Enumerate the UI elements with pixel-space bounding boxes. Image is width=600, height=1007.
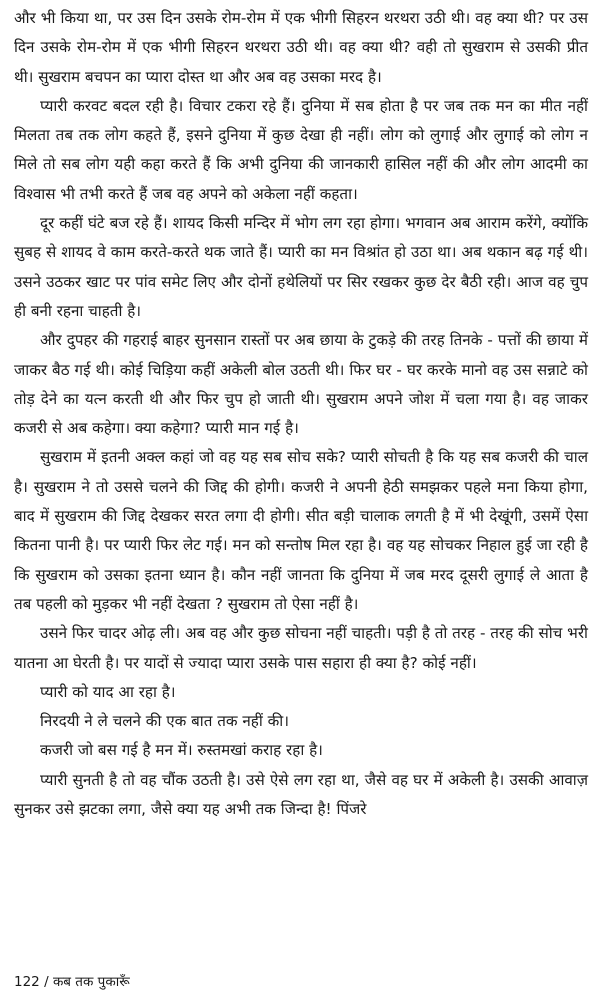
paragraph: प्यारी को याद आ रहा है। <box>40 682 176 701</box>
paragraph: प्यारी करवट बदल रही है। विचार टकरा रहे हैं। दुनिया में सब होता है पर जब तक मन का मीत नहीं मिलता तब तक लोग कहते हैं, इसने दुनिया में कुछ देखा ही नहीं। लोग को लुगाई और लुगाई को लोग न मिले तो सब लोग यही कहा करते हैं कि अभी दुनिया की जानकारी हासिल नहीं की और लोग आदमी का विश्वास भी तभी करते हैं जब वह अपने को अकेला नहीं कहता। <box>14 96 588 203</box>
paragraph: कजरी जो बस गई है मन में। रुस्तमखां कराह रहा है। <box>40 741 323 760</box>
paragraph: सुखराम में इतनी अक्ल कहां जो वह यह सब सोच सके? प्यारी सोचती है कि यह सब कजरी की चाल है। सुखराम ने तो उससे चलने की जिद्द की होगी। कजरी ने अपनी हेठी समझकर पहले मना किया होगा, बाद में सुखराम की जिद्द देखकर सरत लगा दी होगी। सीत बड़ी चालाक लगती है में भी देखूंगी, उसमें ऐसा कितना पानी है। पर प्यारी फिर लेट गई। मन को सन्तोष मिल रहा है। वह यह सोचकर निहाल हुई जा रही है कि सुखराम को उसका इतना ध्यान है। कौन नहीं जानता कि दुनिया में जब मरद दूसरी लुगाई ले आता है तब पहली को मुड़कर भी नहीं देखता ? सुखराम तो ऐसा नहीं है। <box>14 448 588 613</box>
page-number: 122 <box>14 974 40 990</box>
paragraph: उसने फिर चादर ओढ़ ली। अब वह और कुछ सोचना नहीं चाहती। पड़ी है तो तरह - तरह की सोच भरी यातना आ घेरती है। पर यादों से ज्यादा प्यारा उसके पास सहारा ही क्या है? कोई नहीं। <box>14 624 588 672</box>
page-footer <box>14 972 130 990</box>
paragraph: और भी किया था, पर उस दिन उसके रोम-रोम में एक भीगी सिहरन थरथरा उठी थी। वह क्या थी? पर उस दिन उसके रोम-रोम में एक भीगी सिहरन थरथरा उठी थी। वह क्या थी? वही तो सुखराम से उसकी प्रीत थी। सुखराम बचपन का प्यारा दोस्त था और अब वह उसका मरद है। <box>14 9 588 86</box>
footer-separator: / <box>44 974 49 990</box>
paragraph: प्यारी सुनती है तो वह चौंक उठती है। उसे ऐसे लग रहा था, जैसे वह घर में अकेली है। उसकी आवाज़ सुनकर उसे झटका लगा, जैसे क्या यह अभी तक जिन्दा है! पिंजरे <box>14 770 588 819</box>
paragraph: और दुपहर की गहराई बाहर सुनसान रास्तों पर अब छाया के टुकड़े की तरह तिनके - पत्तों की छाया में जाकर बैठ गई थी। कोई चिड़िया कहीं अकेली बोल उठती थी। फिर घर - घर करके मानो वह उस सन्नाटे को तोड़ देने का यत्न करती थी और फिर चुप हो जाती थी। सुखराम अपने जोश में चला गया है। वह जाकर कजरी से अब कहेगा। क्या कहेगा? प्यारी मान गई है। <box>14 331 588 438</box>
book-title: कब तक पुकारूँ <box>52 974 130 990</box>
paragraph: दूर कहीं घंटे बज रहे हैं। शायद किसी मन्दिर में भोग लग रहा होगा। भगवान अब आराम करेंगे, क्योंकि सुबह से शायद वे काम करते-करते थक जाते हैं। प्यारी का मन विश्रांत हो उठा था। अब थकान बढ़ गई थी। उसने उठकर खाट पर पांव समेट लिए और दोनों हथेलियों पर सिर रखकर कुछ देर बैठी रही। आज वह चुप ही बनी रहना चाहती है। <box>14 214 588 320</box>
page-body <box>14 4 588 824</box>
paragraph: निरदयी ने ले चलने की एक बात तक नहीं की। <box>40 712 289 731</box>
